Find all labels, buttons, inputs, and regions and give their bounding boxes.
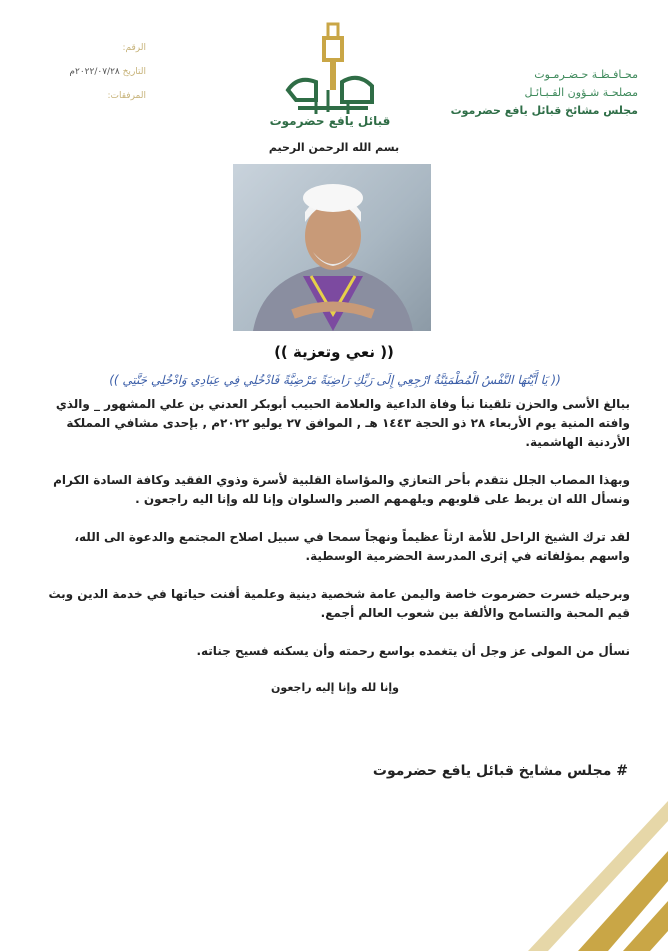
paragraph: لقد ترك الشيخ الراحل للأمة ارثاً عظيماً ونهجاً سمحا في سبيل اصلاح المجتمع والدعوة الى الله، واسهم بمؤلفاته في إثرى المدرسة الحضرمية الوسطية.: [74, 530, 630, 563]
date-value: ٢٠٢٢/٠٧/٢٨م: [69, 67, 120, 77]
footer-hashtag: # مجلس مشايخ قبائل يافع حضرموت: [372, 763, 628, 779]
paragraph: ببالغ الأسى والحزن تلقينا نبأ وفاة الداعية والعلامة الحبيب أبوبكر العدني بن علي المشهور _ والذي وافته المنية يوم الأربعاء ٢٨ ذو الحجة ١٤٤٣ هـ , الموافق ٢٧ يوليو ٢٠٢٢م , بإحدى مشافي المملكة الأردنية الهاشمية.: [55, 397, 630, 449]
date-label: التاريخ: [122, 67, 146, 77]
letterhead-right: [451, 66, 638, 120]
reference-label: الرقم:: [122, 43, 146, 53]
council-line: مجلس مشائخ قبائل يافع حضرموت: [450, 104, 638, 117]
portrait-photo: [233, 164, 431, 331]
paragraph: وبرحيله خسرت حضرموت خاصة واليمن عامة شخصية دينية وعلمية أفنت حياتها في خدمة الدين وبث قيم المحبة والتسامح والألفة بين شعوب العالم أجمع.: [48, 587, 630, 620]
logo-caption: قبائل يافع حضرموت: [269, 114, 391, 128]
closing-line: وإنا لله وإنا إليه راجعون: [271, 681, 399, 694]
letterhead-left: [38, 36, 146, 108]
letter-body: [40, 395, 630, 716]
authority-line: مصلحـة شـؤون القـبـائـل: [524, 86, 638, 99]
paragraph: نسأل من المولى عز وجل أن يتغمده بواسع رحمته وأن يسكنه فسيح جناته.: [196, 644, 630, 658]
basmala: بسم الله الرحمن الرحيم: [268, 141, 400, 154]
date-row: [38, 60, 146, 84]
quran-verse: (( يَا أَيَّتُهَا النَّفْسُ الْمُطْمَئِنَّةُ ارْجِعِي إِلَى رَبِّكِ رَاضِيَةً مَرْضِيَّةً فَادْخُلِي فِي عِبَادِي وَادْخُلِي جَنَّتِي )): [109, 373, 561, 387]
attachments-label: المرفقات:: [107, 91, 146, 101]
announcement-title: (( نعي وتعزية )): [274, 343, 394, 361]
governorate-line: محـافـظـة حـضـرمـوت: [534, 68, 638, 81]
paragraph: وبهذا المصاب الجلل نتقدم بأحر التعازي والمؤاساة القلبية لأسرة وذوي الفقيد وكافة السادة الكرام ونسأل الله ان يربط على قلوبهم ويلهمهم الصبر والسلوان وإنا لله وإنا اليه راجعون .: [53, 473, 630, 506]
portrait-figure-icon: [233, 164, 431, 331]
corner-decoration-icon: [468, 731, 668, 951]
